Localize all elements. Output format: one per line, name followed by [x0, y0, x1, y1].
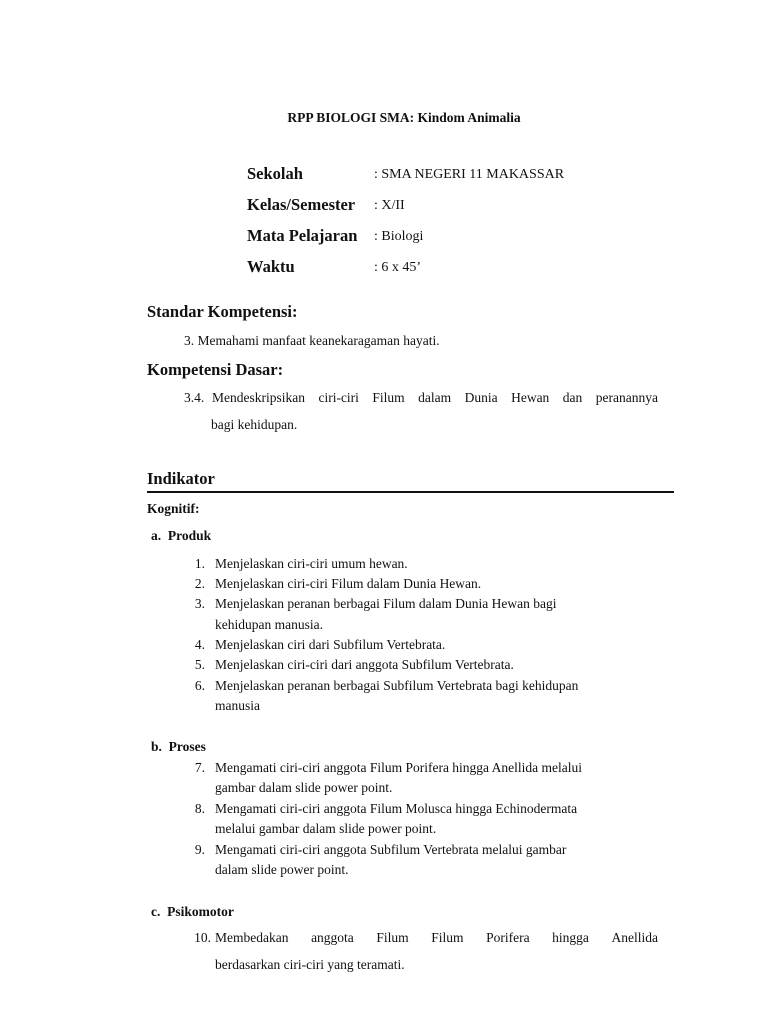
identity-label-kelas: Kelas/Semester — [247, 195, 356, 214]
identity-value-kelas: : X/II — [374, 198, 405, 213]
identity-value-sekolah: : SMA NEGERI 11 MAKASSAR — [374, 167, 565, 182]
list-item: Menjelaskan peranan berbagai Filum dalam Dunia Hewan bagi — [215, 596, 557, 611]
standar-kompetensi-item: 3. Memahami manfaat keanekaragaman hayati. — [184, 333, 440, 348]
list-item: Menjelaskan ciri-ciri Filum dalam Dunia Hewan. — [215, 576, 482, 591]
kd-word: Filum — [372, 390, 405, 405]
list-item-number: 8. — [194, 801, 205, 816]
kompetensi-dasar-line-1 — [212, 390, 658, 406]
indikator-divider — [147, 491, 674, 493]
identity-value-waktu: : 6 x 45’ — [374, 260, 422, 275]
list-item-number: 4. — [194, 637, 205, 652]
identity-label-waktu: Waktu — [247, 257, 295, 276]
list-item: Mengamati ciri-ciri anggota Subfilum Vertebrata melalui gambar — [215, 842, 567, 857]
psikomotor-word: Filum — [376, 930, 409, 945]
list-item: Mengamati ciri-ciri anggota Filum Porifera hingga Anellida melalui — [215, 760, 583, 775]
produk-label: a. Produk — [151, 528, 212, 543]
list-item: Menjelaskan ciri dari Subfilum Vertebrata. — [215, 637, 446, 652]
proses-label: b. Proses — [151, 739, 206, 754]
list-item-continuation: gambar dalam slide power point. — [215, 780, 393, 795]
psikomotor-word: hingga — [552, 930, 589, 945]
kd-word: dalam — [418, 390, 452, 405]
list-item-continuation: manusia — [215, 698, 260, 713]
psikomotor-word: Anellida — [611, 930, 658, 945]
kompetensi-dasar-number: 3.4. — [184, 390, 205, 405]
identity-label-mapel: Mata Pelajaran — [247, 226, 358, 245]
psikomotor-line-2: berdasarkan ciri-ciri yang teramati. — [215, 957, 405, 972]
list-item: Menjelaskan peranan berbagai Subfilum Vertebrata bagi kehidupan — [215, 678, 579, 693]
list-item-number: 3. — [194, 596, 205, 611]
psikomotor-label: c. Psikomotor — [151, 904, 234, 919]
kd-word: Hewan — [511, 390, 550, 405]
kd-word: peranannya — [595, 390, 658, 405]
psikomotor-word: anggota — [311, 930, 354, 945]
kompetensi-dasar-line-2: bagi kehidupan. — [211, 417, 298, 432]
kd-word: dan — [562, 390, 583, 405]
list-item-continuation: melalui gambar dalam slide power point. — [215, 821, 437, 836]
list-item-number: 6. — [194, 678, 205, 693]
kompetensi-dasar-heading: Kompetensi Dasar: — [147, 360, 284, 379]
document-title: RPP BIOLOGI SMA: Kindom Animalia — [287, 110, 521, 125]
list-item-number: 5. — [194, 657, 205, 672]
identity-value-mapel: : Biologi — [374, 229, 424, 244]
list-item-number: 9. — [194, 842, 205, 857]
standar-kompetensi-heading: Standar Kompetensi: — [147, 302, 298, 321]
kognitif-label: Kognitif: — [147, 501, 200, 516]
list-item-continuation: dalam slide power point. — [215, 862, 349, 877]
list-item: Menjelaskan ciri-ciri umum hewan. — [215, 556, 408, 571]
list-item-number: 2. — [194, 576, 205, 591]
psikomotor-line-1 — [215, 930, 658, 946]
list-item: Menjelaskan ciri-ciri dari anggota Subfilum Vertebrata. — [215, 657, 514, 672]
indikator-heading: Indikator — [147, 469, 215, 488]
psikomotor-word: Membedakan — [215, 930, 289, 945]
kd-word: ciri-ciri — [318, 390, 359, 405]
kd-word: Dunia — [464, 390, 498, 405]
list-item: Mengamati ciri-ciri anggota Filum Molusca hingga Echinodermata — [215, 801, 578, 816]
list-item-number: 10. — [194, 930, 211, 945]
identity-label-sekolah: Sekolah — [247, 164, 303, 183]
list-item-number: 7. — [194, 760, 205, 775]
list-item-continuation: kehidupan manusia. — [215, 617, 323, 632]
psikomotor-word: Filum — [431, 930, 464, 945]
list-item-number: 1. — [194, 556, 205, 571]
psikomotor-word: Porifera — [486, 930, 530, 945]
kd-word: Mendeskripsikan — [212, 390, 305, 405]
